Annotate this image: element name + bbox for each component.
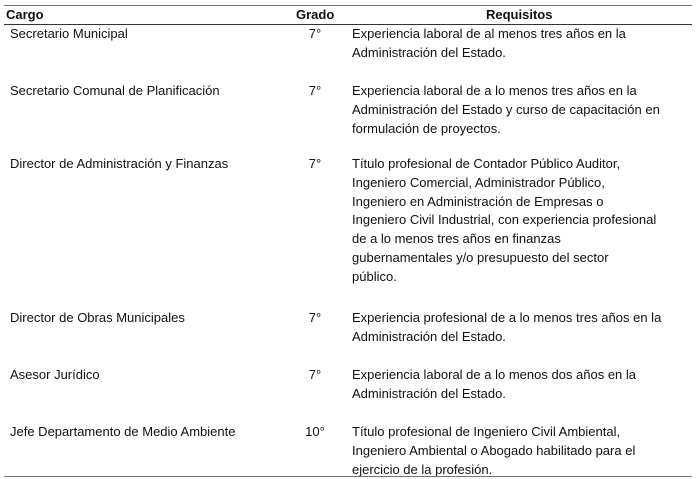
requisitos-line: ejercicio de la profesión. (352, 461, 493, 477)
requisitos-line: formulación de proyectos. (352, 120, 501, 136)
requisitos-line: Experiencia laboral de a lo menos tres años en la (352, 83, 637, 98)
requisitos-line: Administración del Estado y curso de capacitación en (352, 101, 660, 117)
requisitos-cell (352, 25, 694, 63)
cargo-cell: Secretario Municipal (10, 26, 128, 41)
requisitos-line: Ingeniero en Administración de Empresas o (352, 193, 604, 209)
requisitos-cell (352, 366, 694, 404)
cargo-cell: Asesor Jurídico (10, 367, 100, 382)
cargo-cell: Director de Administración y Finanzas (10, 156, 229, 171)
header-grado: Grado (296, 7, 335, 22)
requisitos-line: Título profesional de Ingeniero Civil Ambiental, (352, 424, 621, 439)
grado-cell: 7° (308, 83, 322, 98)
requisitos-line: Título profesional de Contador Público Auditor, (352, 156, 621, 171)
requisitos-line: Experiencia laboral de a lo menos dos años en la (352, 367, 637, 382)
requisitos-line: Ingeniero Civil Industrial, con experiencia profesional (352, 212, 657, 228)
requisitos-line: Experiencia laboral de al menos tres años en la (352, 26, 626, 41)
requisitos-line: Ingeniero Ambiental o Abogado habilitado para el (352, 442, 636, 458)
requisitos-cell (352, 155, 694, 287)
requisitos-line: público. (352, 268, 397, 284)
requisitos-line: de a lo menos tres años en finanzas (352, 231, 561, 247)
table-top-rule (4, 5, 692, 6)
requisitos-line: Administración del Estado. (352, 385, 506, 401)
requisitos-cell (352, 423, 694, 479)
header-requisitos: Requisitos (486, 7, 553, 22)
requisitos-line: Administración del Estado. (352, 328, 506, 344)
cargo-cell: Director de Obras Municipales (10, 310, 185, 325)
requisitos-line: Ingeniero Comercial, Administrador Público, (352, 174, 605, 190)
requisitos-line: Experiencia profesional de a lo menos tres años en la (352, 310, 662, 325)
requisitos-cell (352, 309, 694, 347)
grado-cell: 7° (308, 156, 322, 171)
cargo-cell: Secretario Comunal de Planificación (10, 83, 220, 98)
table-bottom-rule (4, 476, 692, 477)
cargo-cell: Jefe Departamento de Medio Ambiente (10, 424, 236, 439)
requisitos-cell (352, 82, 694, 138)
header-cargo: Cargo (6, 7, 44, 22)
grado-cell: 7° (308, 367, 322, 382)
requisitos-line: gubernamentales y/o presupuesto del sector (352, 249, 609, 265)
requisitos-line: Administración del Estado. (352, 44, 506, 60)
grado-cell: 7° (308, 26, 322, 41)
grado-cell: 10° (305, 424, 325, 439)
grado-cell: 7° (308, 310, 322, 325)
